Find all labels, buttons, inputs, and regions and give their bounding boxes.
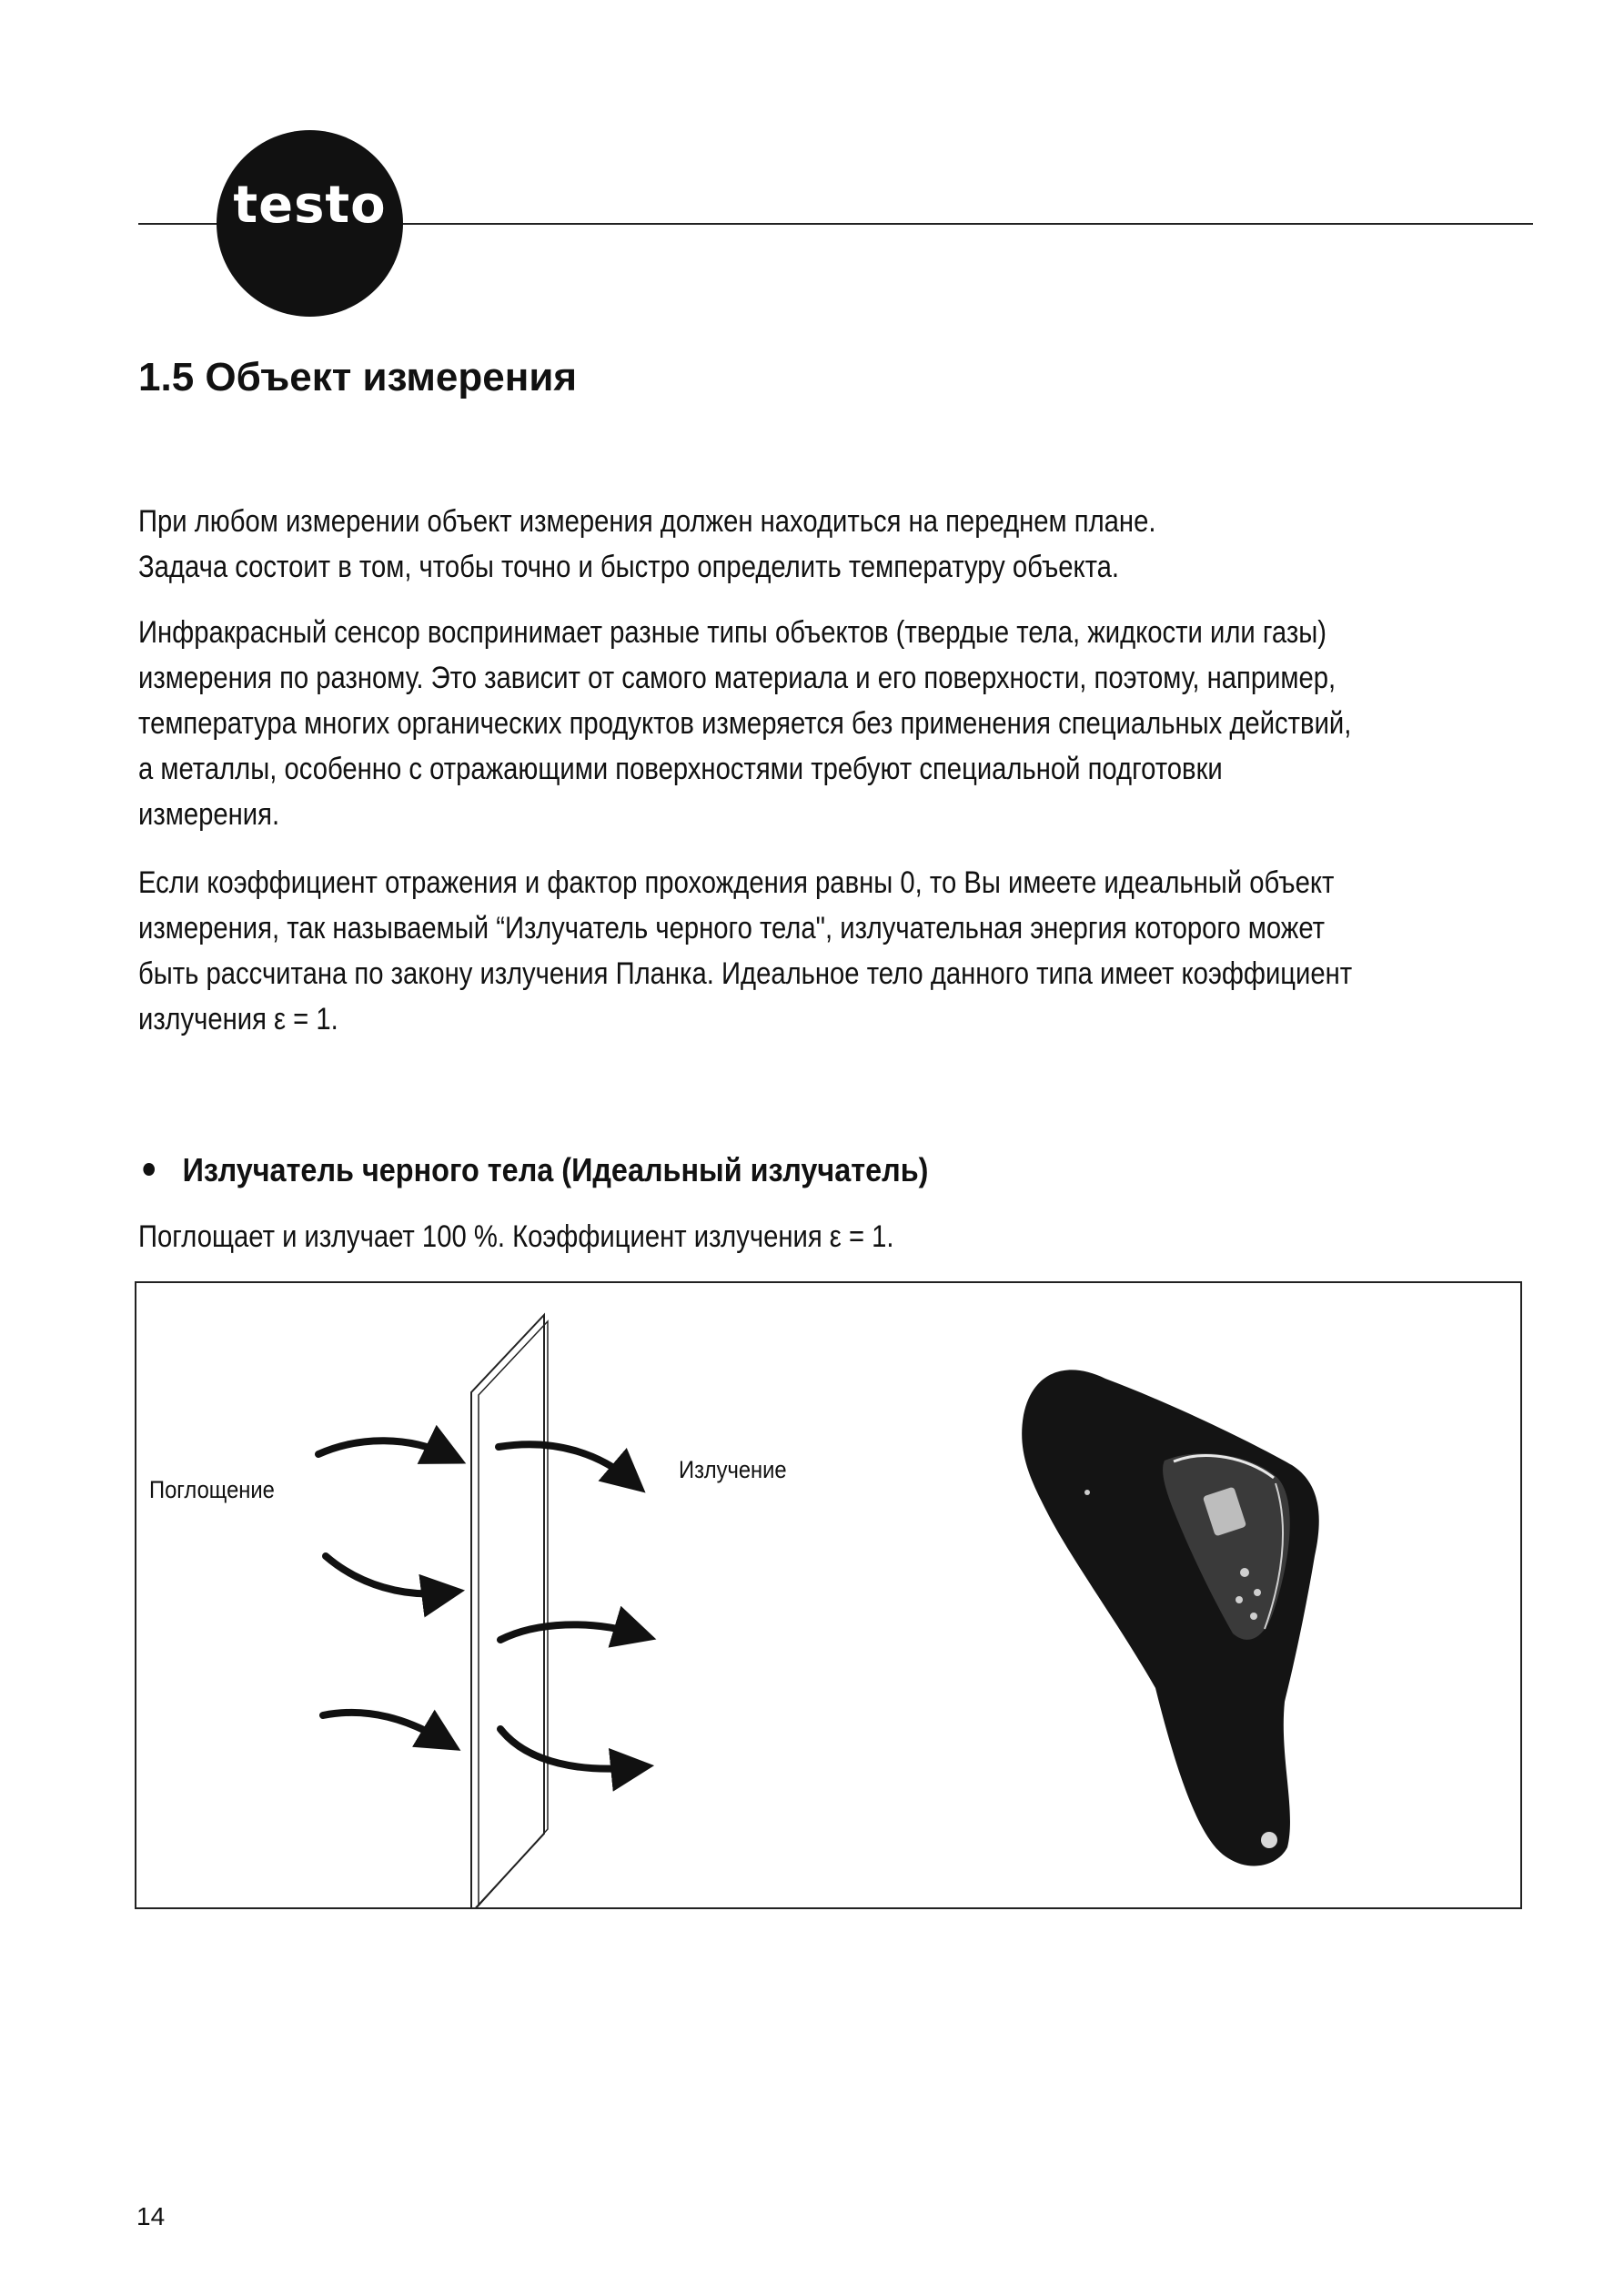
section-title: 1.5 Объект измерения (138, 355, 578, 399)
page-number: 14 (136, 2202, 166, 2230)
bullet-title: Излучатель черного тела (Идеальный излучатель) (182, 1151, 929, 1188)
paragraph-line: измерения. (138, 797, 280, 832)
testo-logo (217, 130, 403, 317)
paragraph-line: Если коэффициент отражения и фактор прохождения равны 0, то Вы имеете идеальный объект (138, 865, 1335, 900)
paragraph-line: Задача состоит в том, чтобы точно и быстро определить температуру объекта. (138, 550, 1120, 584)
infrared-thermometer-icon (1022, 1370, 1319, 1866)
paragraph-1 (138, 499, 1343, 590)
logo-text: testo (233, 176, 387, 235)
paragraph-line: При любом измерении объект измерения должен находиться на переднем плане. (138, 504, 1156, 539)
paragraph-line: температура многих органических продуктов измеряется без применения специальных действий, (138, 706, 1352, 741)
paragraph-line: быть рассчитана по закону излучения Планка. Идеальное тело данного типа имеет коэффициент (138, 956, 1353, 991)
paragraph-3 (138, 860, 1353, 1042)
paragraph-line: Инфракрасный сенсор воспринимает разные типы объектов (твердые тела, жидкости или газы) (138, 615, 1326, 650)
emission-label: Излучение (679, 1456, 787, 1483)
paragraph-line: излучения ε = 1. (138, 1002, 338, 1036)
absorption-label: Поглощение (149, 1476, 275, 1503)
absorption-arrows-icon (318, 1441, 450, 1742)
figure-illustration (136, 1283, 1520, 1907)
paragraph-line: измерения по разному. Это зависит от самого материала и его поверхности, поэтому, например, (138, 661, 1337, 695)
paragraph-line: измерения, так называемый “Излучатель черного тела", излучательная энергия которого может (138, 911, 1326, 945)
emission-arrows-icon (499, 1444, 640, 1768)
blackbody-figure (135, 1281, 1522, 1909)
bullet-text: Поглощает и излучает 100 %. Коэффициент излучения ε = 1. (138, 1219, 894, 1254)
plate-icon (471, 1315, 548, 1907)
paragraph-2 (138, 610, 1352, 837)
bullet-heading (138, 1151, 928, 1189)
paragraph-line: а металлы, особенно с отражающими поверхностями требуют специальной подготовки (138, 752, 1223, 786)
bullet-dot-icon (143, 1163, 155, 1176)
